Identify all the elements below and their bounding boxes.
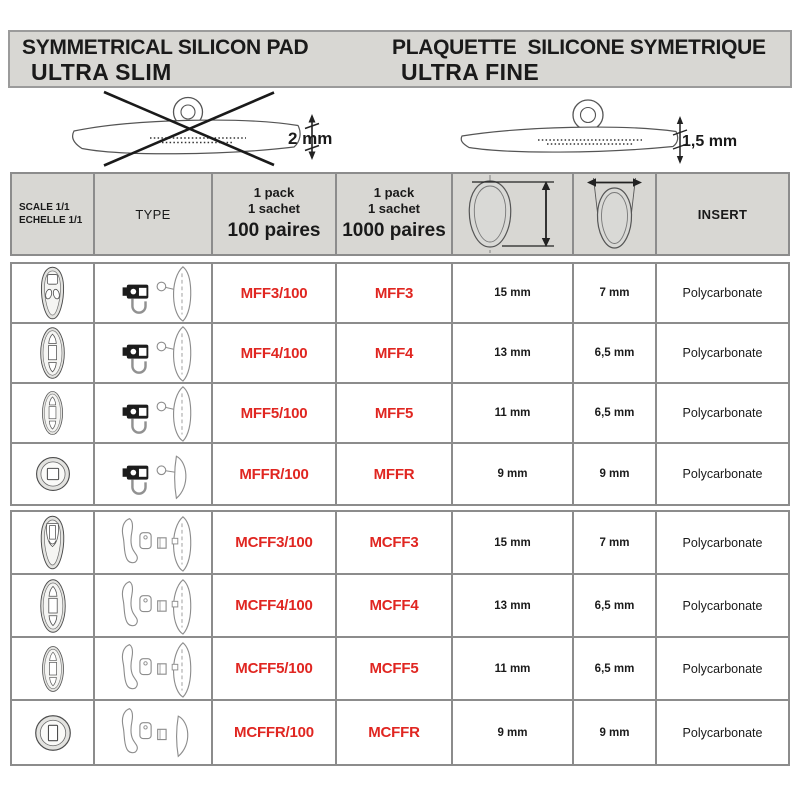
table-row [12, 444, 788, 504]
ref-100-cell: MCFFR/100 [213, 701, 337, 764]
page-title-en: SYMMETRICAL SILICON PAD [22, 36, 309, 59]
width-cell: 6,5 mm [574, 638, 657, 699]
pad-width-dimension-icon [574, 175, 655, 253]
pack-1000-line3: 1000 paires [342, 220, 446, 241]
screw-mount-icon [103, 264, 203, 322]
pack-1000-line1: 1 pack [373, 185, 415, 200]
pack-100-line3: 100 paires [227, 220, 321, 241]
page-subtitle-fr: ULTRA FINE [401, 59, 540, 85]
width-cell: 6,5 mm [574, 384, 657, 442]
ref-1000-cell: MFFR [337, 444, 453, 504]
length-cell: 15 mm [453, 512, 574, 573]
screw-mount-icon [103, 324, 203, 382]
width-cell: 9 mm [574, 701, 657, 764]
ref-1000-cell: MFF5 [337, 384, 453, 442]
insert-cell: Polycarbonate [682, 346, 763, 360]
pad-shape-cell [12, 264, 95, 322]
type-header [95, 174, 213, 254]
ref-1000-cell: MFF4 [337, 324, 453, 382]
insert-cell: Polycarbonate [682, 286, 763, 300]
length-cell: 9 mm [453, 444, 574, 504]
round-pad-icon [34, 455, 72, 493]
pad-shape-cell [12, 324, 95, 382]
width-cell: 9 mm [574, 444, 657, 504]
pad-shape-cell [12, 444, 95, 504]
mount-type-cell [95, 264, 213, 322]
oval-small-pad-icon [41, 645, 65, 693]
length-cell: 9 mm [453, 701, 574, 764]
pad-shape-cell [12, 575, 95, 636]
insert-cell: Polycarbonate [682, 598, 763, 613]
ref-1000-cell: MCFF4 [337, 575, 453, 636]
width-cell: 6,5 mm [574, 575, 657, 636]
slim-pad-diagram [452, 90, 698, 168]
length-cell: 13 mm [453, 575, 574, 636]
screw-mount-icon [103, 384, 203, 442]
teardrop-pad-icon [36, 265, 69, 321]
page-title-fr: PLAQUETTE SILICONE SYMETRIQUE [392, 36, 766, 59]
ref-100-cell: MFFR/100 [213, 444, 337, 504]
pad-shape-cell [12, 384, 95, 442]
clip-mount-icon [103, 577, 203, 635]
table-row [12, 512, 788, 575]
insert-header-label: INSERT [697, 206, 748, 222]
pad-shape-cell [12, 512, 95, 573]
type-header-label: TYPE [135, 206, 171, 222]
ref-100-cell: MFF4/100 [213, 324, 337, 382]
insert-cell: Polycarbonate [682, 725, 763, 740]
teardrop-pad-icon [36, 514, 69, 571]
pack-1000-line2: 1 sachet [367, 201, 421, 216]
thickness-label-old: 2 mm [288, 129, 333, 148]
mff-product-group [10, 262, 790, 506]
table-row [12, 264, 788, 324]
table-row [12, 575, 788, 638]
pad-width-header [574, 174, 657, 254]
scale-header-line2: ECHELLE 1/1 [19, 215, 83, 226]
width-cell: 6,5 mm [574, 324, 657, 382]
oval-small-pad-icon [41, 390, 64, 436]
round-pad-icon [33, 713, 73, 753]
insert-cell: Polycarbonate [682, 535, 763, 550]
table-row [12, 638, 788, 701]
oval-large-pad-icon [39, 326, 66, 380]
ref-1000-cell: MFF3 [337, 264, 453, 322]
screw-mount-icon [103, 445, 203, 503]
length-cell: 15 mm [453, 264, 574, 322]
mount-type-cell [95, 384, 213, 442]
mount-type-cell [95, 512, 213, 573]
width-cell: 7 mm [574, 512, 657, 573]
ref-100-cell: MCFF4/100 [213, 575, 337, 636]
pack-100-header [213, 174, 337, 254]
table-row [12, 384, 788, 444]
title-french [392, 36, 766, 86]
oval-large-pad-icon [39, 578, 67, 634]
insert-header [657, 174, 788, 254]
table-row [12, 324, 788, 384]
title-bar [8, 30, 792, 88]
page-subtitle-en: ULTRA SLIM [31, 59, 172, 85]
pack-1000-header [337, 174, 453, 254]
insert-cell: Polycarbonate [682, 661, 763, 676]
ref-1000-cell: MCFF5 [337, 638, 453, 699]
ref-100-cell: MFF5/100 [213, 384, 337, 442]
pack-100-line1: 1 pack [253, 185, 295, 200]
pack-100-line2: 1 sachet [247, 201, 301, 216]
pad-shape-cell [12, 701, 95, 764]
ref-100-cell: MCFF3/100 [213, 512, 337, 573]
pad-length-dimension-icon [453, 175, 573, 253]
mcff-product-group [10, 510, 790, 766]
ref-100-cell: MCFF5/100 [213, 638, 337, 699]
ref-1000-cell: MCFF3 [337, 512, 453, 573]
clip-mount-icon [103, 640, 203, 698]
title-english [22, 36, 308, 86]
scale-header-line1: SCALE 1/1 [19, 202, 70, 213]
insert-cell: Polycarbonate [682, 467, 763, 481]
ref-100-cell: MFF3/100 [213, 264, 337, 322]
width-cell: 7 mm [574, 264, 657, 322]
insert-cell: Polycarbonate [682, 406, 763, 420]
length-cell: 13 mm [453, 324, 574, 382]
thickness-label-new: 1,5 mm [682, 133, 738, 150]
mount-type-cell [95, 701, 213, 764]
mount-type-cell [95, 324, 213, 382]
table-header-row [10, 172, 790, 256]
length-cell: 11 mm [453, 638, 574, 699]
table-row [12, 701, 788, 764]
clip-mount-icon [103, 514, 203, 572]
pad-length-header [453, 174, 574, 254]
ref-1000-cell: MCFFR [337, 701, 453, 764]
clip-mount-icon [103, 704, 203, 762]
mount-type-cell [95, 444, 213, 504]
length-cell: 11 mm [453, 384, 574, 442]
mount-type-cell [95, 638, 213, 699]
scale-header [12, 174, 95, 254]
pad-shape-cell [12, 638, 95, 699]
mount-type-cell [95, 575, 213, 636]
